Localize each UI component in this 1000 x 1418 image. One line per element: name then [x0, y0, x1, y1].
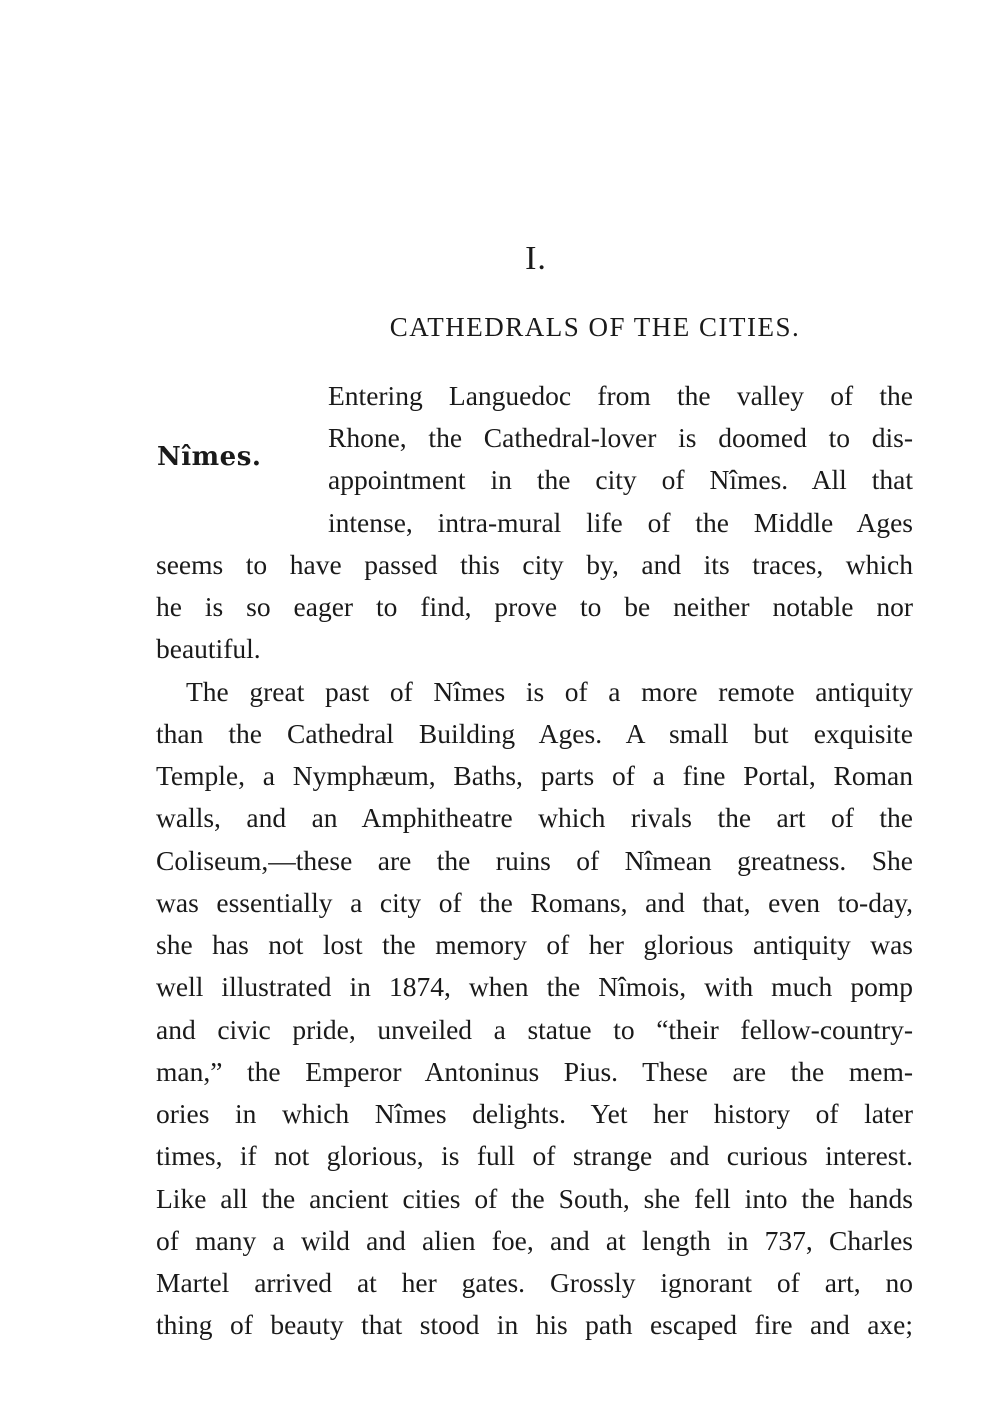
text-line: she has not lost the memory of her glorious antiquity was: [156, 929, 913, 960]
text-line: Martel arrived at her gates. Grossly ignorant of art, no: [156, 1267, 913, 1298]
text-line: than the Cathedral Building Ages. A small but exquisite: [156, 718, 913, 749]
text-line: appointment in the city of Nîmes. All that: [328, 464, 913, 495]
text-line: intense, intra-mural life of the Middle Ages: [328, 507, 913, 538]
text-line: walls, and an Amphitheatre which rivals the art of the: [156, 802, 913, 833]
text-line: The great past of Nîmes is of a more remote antiquity: [186, 676, 913, 707]
text-line: was essentially a city of the Romans, and that, even to-day,: [156, 887, 913, 918]
text-line: beautiful.: [156, 633, 261, 664]
text-line: Rhone, the Cathedral-lover is doomed to dis-: [328, 422, 913, 453]
chapter-title: CATHEDRALS OF THE CITIES.: [389, 312, 801, 342]
text-line: times, if not glorious, is full of strange and curious interest.: [156, 1140, 913, 1171]
chapter-number: I.: [525, 240, 547, 277]
text-line: of many a wild and alien foe, and at length in 737, Charles: [156, 1225, 913, 1256]
text-line: he is so eager to find, prove to be neither notable nor: [156, 591, 913, 622]
text-line: well illustrated in 1874, when the Nîmois, with much pomp: [156, 971, 913, 1002]
text-line: seems to have passed this city by, and its traces, which: [156, 549, 913, 580]
text-line: Entering Languedoc from the valley of the: [328, 380, 913, 411]
text-line: Like all the ancient cities of the South, she fell into the hands: [156, 1183, 913, 1214]
text-line: ories in which Nîmes delights. Yet her history of later: [156, 1098, 913, 1129]
text-line: Coliseum,—these are the ruins of Nîmean greatness. She: [156, 845, 913, 876]
text-line: man,” the Emperor Antoninus Pius. These are the mem-: [156, 1056, 913, 1087]
text-line: thing of beauty that stood in his path escaped fire and axe;: [156, 1309, 913, 1340]
text-line: Temple, a Nymphæum, Baths, parts of a fine Portal, Roman: [156, 760, 913, 791]
margin-note: Nîmes.: [157, 442, 262, 472]
text-line: and civic pride, unveiled a statue to “their fellow-country-: [156, 1014, 913, 1045]
